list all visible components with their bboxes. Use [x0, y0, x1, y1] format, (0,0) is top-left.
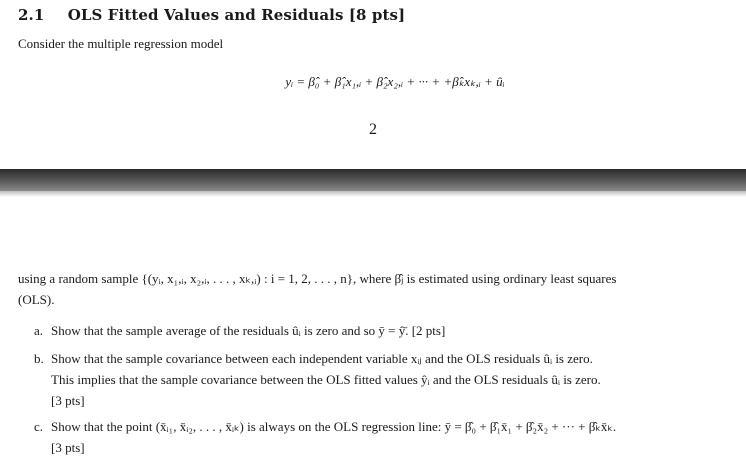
intro-text: Consider the multiple regression model — [18, 36, 224, 51]
question-item-a — [34, 320, 714, 341]
page-break-divider — [0, 169, 746, 191]
item-c-line-1: Show that the point (x̄ᵢ₁, x̄ᵢ₂, . . . , x̄ᵢₖ) is always on the OLS regression line: ȳ = β̂₀ + β̂₁x̄₁ + β̂₂x̄₂ + ··· + β̂ₖx̄ₖ. — [51, 419, 617, 434]
question-item-c — [34, 416, 714, 458]
item-label-b: b. — [34, 351, 44, 366]
page-break-shadow — [0, 191, 746, 197]
sample-paragraph-line-2: (OLS). — [18, 292, 55, 307]
item-b-line-3: [3 pts] — [51, 393, 85, 408]
item-c-line-2: [3 pts] — [51, 440, 85, 455]
item-b-line-2: This implies that the sample covariance between the OLS fitted values ŷᵢ and the OLS residuals ûᵢ is zero. — [51, 372, 601, 387]
section-title: OLS Fitted Values and Residuals [8 pts] — [67, 6, 406, 24]
page-number: 2 — [369, 121, 377, 138]
item-label-a: a. — [34, 323, 44, 338]
sample-paragraph-line-1: using a random sample {(yᵢ, x₁,ᵢ, x₂,ᵢ, . . . , xₖ,ᵢ) : i = 1, 2, . . . , n}, where β̂ⱼ is estimated using ordinary least squares — [18, 271, 617, 286]
item-b-line-1: Show that the sample covariance between each independent variable xᵢⱼ and the OLS residuals ûᵢ is zero. — [51, 351, 593, 366]
item-label-c: c. — [34, 419, 44, 434]
section-number: 2.1 — [18, 6, 45, 24]
sample-paragraph — [18, 268, 708, 310]
page-top-section — [0, 0, 746, 168]
regression-equation: yᵢ = β̂₀ + β̂₁x₁,ᵢ + β̂₂x₂,ᵢ + ··· + +β̂ₖxₖ,ᵢ + ûᵢ — [285, 74, 505, 89]
question-item-b — [34, 348, 714, 411]
item-a-line-1: Show that the sample average of the residuals ûᵢ is zero and so ȳ = ŷ̄. [2 pts] — [51, 323, 446, 338]
section-heading — [18, 6, 405, 24]
